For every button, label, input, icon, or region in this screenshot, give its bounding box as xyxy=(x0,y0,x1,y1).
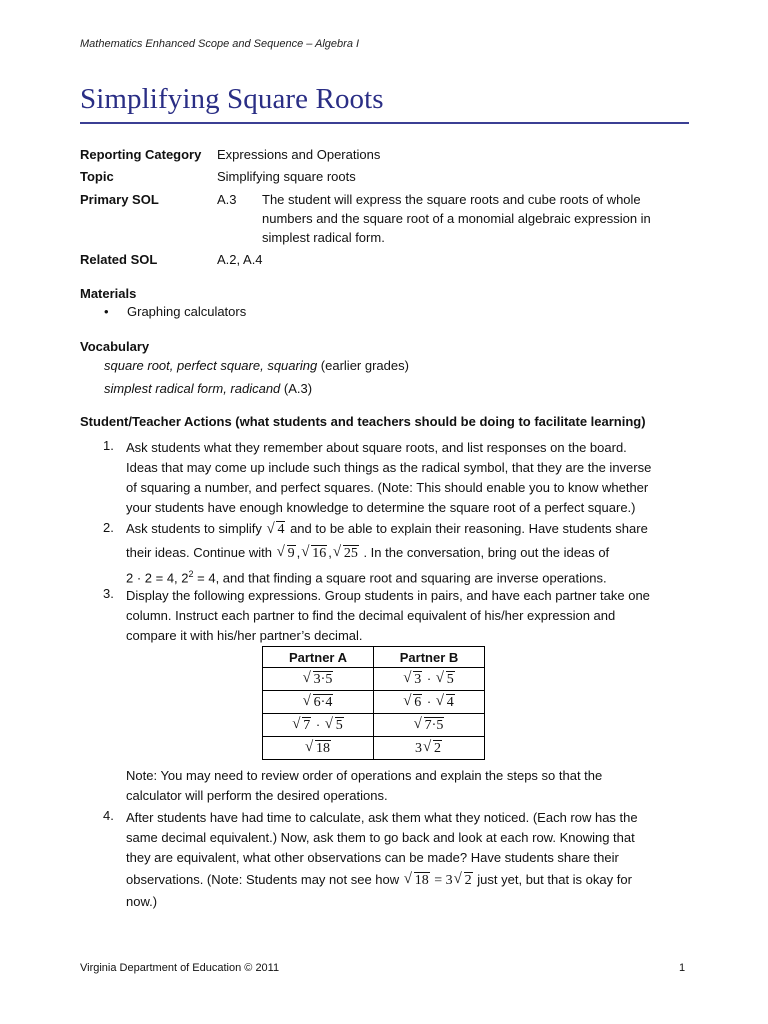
action-item-4 xyxy=(126,808,689,912)
topic-value: Simplifying square roots xyxy=(217,169,356,184)
item-3-note xyxy=(126,766,689,806)
action-item-2 xyxy=(126,518,689,587)
table-cell xyxy=(374,668,485,691)
text-line: Ideas that may come up include such things as the radical symbol, that they are the inverse xyxy=(126,460,652,475)
text-line: Display the following expressions. Group students in pairs, and have each partner take one xyxy=(126,588,650,603)
table-row xyxy=(263,737,485,760)
table-cell xyxy=(263,691,374,714)
radical-sign: √ xyxy=(423,738,432,755)
table-cell xyxy=(374,714,485,737)
radical xyxy=(403,694,422,711)
text-run: . In the conversation, bring out the ideas of xyxy=(359,545,610,560)
text-line: same decimal equivalent.) Now, ask them to go back and look at each row. Knowing that xyxy=(126,830,635,845)
radicand: 18 xyxy=(316,740,330,756)
vocab-note: (earlier grades) xyxy=(317,358,409,373)
title-underline xyxy=(80,122,689,124)
text-line: Ask students what they remember about square roots, and list responses on the board. xyxy=(126,440,627,455)
radicand: 5 xyxy=(335,717,343,733)
vocabulary-heading: Vocabulary xyxy=(80,339,150,354)
running-header: Mathematics Enhanced Scope and Sequence – Algebra I xyxy=(80,38,360,50)
text-line: compare it with his/her partner’s decimal. xyxy=(126,628,363,643)
radical xyxy=(325,717,344,734)
text-line: After students have had time to calculate, ask them what they noticed. (Each row has the xyxy=(126,810,638,825)
dot-operator: · xyxy=(423,670,435,686)
coefficient: 3 xyxy=(415,740,422,756)
text-line: they are equivalent, what other observations can be made? Have students share their xyxy=(126,850,619,865)
text-run: their ideas. Continue with xyxy=(126,545,276,560)
table-cell xyxy=(374,737,485,760)
radicand: 2 xyxy=(464,873,472,888)
text-line: of squaring a number, and perfect squares. (Note: This should enable you to know whether xyxy=(126,480,649,495)
equals-text: = 3 xyxy=(430,873,453,888)
radicand: 6 xyxy=(414,694,422,710)
comma: , xyxy=(328,545,332,560)
radical-sign: √ xyxy=(301,544,310,560)
materials-heading: Materials xyxy=(80,286,137,301)
reporting-category-label: Reporting Category xyxy=(80,147,202,162)
text-line xyxy=(126,541,689,565)
radical xyxy=(333,542,359,565)
text-line: now.) xyxy=(126,894,158,909)
radical xyxy=(303,694,334,711)
vocab-terms: square root, perfect square, squaring xyxy=(104,358,318,373)
radical xyxy=(266,519,285,541)
vocab-note: (A.3) xyxy=(280,381,313,396)
text-run: 2 · 2 = 4, 2 xyxy=(126,570,189,586)
radical-sign: √ xyxy=(403,669,412,686)
radicand: 7 xyxy=(303,717,311,733)
text-line xyxy=(126,868,689,892)
topic-label: Topic xyxy=(80,169,114,184)
comma: , xyxy=(296,545,301,560)
radical-sign: √ xyxy=(453,871,462,887)
dot-operator: · xyxy=(423,693,435,709)
footer-copyright: Virginia Department of Education © 2011 xyxy=(80,962,280,974)
radical xyxy=(404,869,430,892)
radical-sign: √ xyxy=(324,715,334,732)
column-header: Partner B xyxy=(374,647,485,668)
radicand: 4 xyxy=(446,694,454,710)
radical-sign: √ xyxy=(266,521,275,537)
text-line: calculator will perform the desired operations. xyxy=(126,788,388,803)
vocabulary-line-2 xyxy=(104,381,312,396)
radicand: 5 xyxy=(446,671,454,687)
text-line: Note: You may need to review order of operations and explain the steps so that the xyxy=(126,768,603,783)
table-row xyxy=(263,714,485,737)
table-row xyxy=(263,691,485,714)
table-header-row xyxy=(263,647,485,668)
list-number: 2. xyxy=(103,520,114,535)
table-cell xyxy=(263,714,374,737)
list-number: 4. xyxy=(103,808,114,823)
table-cell xyxy=(263,737,374,760)
radical-sign: √ xyxy=(435,669,445,686)
radicand: 4 xyxy=(277,522,285,537)
primary-sol-code: A.3 xyxy=(217,192,237,207)
superscript: 2 xyxy=(188,569,194,579)
radicand: 16 xyxy=(312,546,327,561)
radical-sign: √ xyxy=(435,692,445,709)
radical-sign: √ xyxy=(305,738,314,755)
radical xyxy=(414,717,445,734)
action-item-3 xyxy=(126,586,689,646)
text-line: column. Instruct each partner to find the decimal equivalent of his/her expression and xyxy=(126,608,616,623)
radical xyxy=(301,542,327,565)
radical xyxy=(305,740,331,757)
partners-table xyxy=(262,646,485,760)
text-run: = 4, and that finding a square root and squaring are inverse operations. xyxy=(193,570,607,586)
radicand: 7·5 xyxy=(424,717,444,733)
text-line xyxy=(126,518,689,541)
radical-sign: √ xyxy=(403,871,412,887)
list-number: 3. xyxy=(103,586,114,601)
text-run: and to be able to explain their reasoning. Have students share xyxy=(286,521,648,536)
actions-heading: Student/Teacher Actions (what students and teachers should be doing to facilitate learning) xyxy=(80,414,646,429)
action-item-1 xyxy=(126,438,689,518)
radicand: 25 xyxy=(343,546,358,561)
sol-desc-line: simplest radical form. xyxy=(262,230,385,245)
radical xyxy=(292,717,311,734)
related-sol-label: Related SOL xyxy=(80,252,158,267)
table-cell xyxy=(374,691,485,714)
page-number: 1 xyxy=(679,962,686,974)
radical-sign: √ xyxy=(292,715,301,732)
vocabulary-line-1 xyxy=(104,358,409,373)
page-title: Simplifying Square Roots xyxy=(80,83,384,115)
radicand: 3·5 xyxy=(313,671,333,687)
radicand: 3 xyxy=(414,671,422,687)
radical xyxy=(423,740,442,757)
column-header: Partner A xyxy=(263,647,374,668)
primary-sol-description xyxy=(262,190,692,247)
radical xyxy=(303,671,334,688)
radical-sign: √ xyxy=(403,692,412,709)
radical xyxy=(436,671,455,688)
text-run: Ask students to simplify xyxy=(126,521,266,536)
vocab-terms: simplest radical form, radicand xyxy=(104,381,281,396)
radical-sign: √ xyxy=(413,715,422,732)
radical-sign: √ xyxy=(332,544,342,560)
radical xyxy=(436,694,455,711)
radicand: 18 xyxy=(414,873,429,888)
radicand: 9 xyxy=(287,546,295,561)
radical-sign: √ xyxy=(276,544,285,560)
dot-operator: · xyxy=(312,716,324,732)
radicand: 6·4 xyxy=(313,694,333,710)
meta-primary-sol xyxy=(80,190,700,250)
sol-desc-line: The student will express the square roots and cube roots of whole xyxy=(262,192,641,207)
table-cell xyxy=(263,668,374,691)
primary-sol-label: Primary SOL xyxy=(80,192,159,207)
text-run: observations. (Note: Students may not see how xyxy=(126,872,403,887)
radical-sign: √ xyxy=(302,692,311,709)
text-line xyxy=(126,565,689,587)
text-line: your students have enough knowledge to determine the square root of a perfect square.) xyxy=(126,500,636,515)
radical xyxy=(454,869,473,892)
table-row xyxy=(263,668,485,691)
reporting-category-value: Expressions and Operations xyxy=(217,147,381,162)
material-text: Graphing calculators xyxy=(127,304,247,319)
radical xyxy=(277,542,296,565)
radicand: 2 xyxy=(434,740,441,756)
bullet-icon: • xyxy=(104,304,109,319)
related-sol-value: A.2, A.4 xyxy=(217,252,263,267)
list-number: 1. xyxy=(103,438,114,453)
text-run: just yet, but that is okay for xyxy=(473,872,632,887)
radical-sign: √ xyxy=(302,669,311,686)
sol-desc-line: numbers and the square root of a monomial algebraic expression in xyxy=(262,211,651,226)
radical xyxy=(403,671,422,688)
